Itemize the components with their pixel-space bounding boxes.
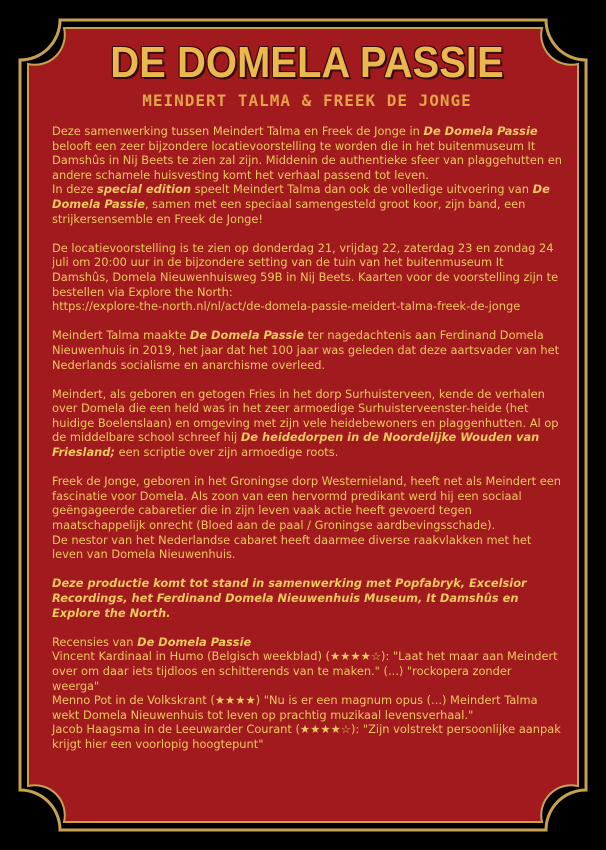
paragraph-dates (52, 241, 562, 314)
page-subtitle: MEINDERT TALMA & FREEK DE JONGE (142, 91, 472, 110)
text-span: Deze samenwerking tussen Meindert Talma en Freek de Jonge in (52, 124, 424, 138)
body-text (52, 124, 562, 752)
partners-text: Deze productie komt tot stand in samenwerking met Popfabryk, Excelsior Recordings, het Ferdinand Domela Nieuwenhuis Museum, It Damshûs en Explore the North. (52, 576, 527, 620)
text-span: Meindert Talma maakte (52, 328, 190, 343)
text-span: In deze (52, 182, 98, 197)
text-span: Meindert, als geboren en getogen Fries in het dorp Surhuisterveen, kende de verhalen over Domela die een held was in het zeer armoedige Surhuisterveenster-heide (het huidige Boelenslaan) en omgeving met zijn vele heidebewoners en plaggenhutten. Al op de middelbare school schreef hij (52, 386, 559, 445)
text-span: ter nagedachtenis aan Ferdinand Domela Nieuwenhuis in 2019, het jaar dat het 100 jaar was geleden dat deze aartsvader van het Nederlands socialisme en anarchisme overleed. (52, 328, 560, 372)
title-reference: De Domela Passie (137, 634, 252, 649)
text-span: belooft een zeer bijzondere locatievoorstelling te worden die in het buitenmuseum It Damshûs in Nij Beets te zien zal zijn. Middenin de authentieke sfeer van plaggehutten en andere schamele huisvesting komt het verhaal passend tot leven. (52, 138, 562, 182)
paragraph-reviews (52, 635, 562, 752)
text-span: De locatievoorstelling is te zien op donderdag 21, vrijdag 22, zaterdag 23 en zondag 24 juli om 20:00 uur in de bijzondere setting van de tuin van het buitenmuseum It Damshûs, Domela Nieuwenhuisweg 59B in Nij Beets. Kaarten voor de voorstelling zijn te bestellen via Explore the North: (52, 240, 559, 299)
page-title: DE DOMELA PASSIE (110, 39, 504, 87)
paragraph-origin (52, 328, 562, 372)
title-reference: De Domela Passie (52, 182, 550, 211)
text-span: speelt Meindert Talma dan ook de volledige uitvoering van (191, 182, 533, 197)
text-span: Freek de Jonge, geboren in het Groningse dorp Westernieland, heeft net als Meindert een fascinatie voor Domela. Als zoon van een hervormd predikant werd hij een sociaal geëngageerde cabaretier die in zijn leven vaak actie heeft gevoerd tegen maatschappelijk onrecht (Bloed aan de paal / Groningse aardbevingsschade). (52, 474, 561, 533)
paragraph-intro (52, 124, 562, 226)
title-reference: De Domela Passie (189, 328, 304, 343)
text-span: een scriptie over zijn armoedige roots. (114, 445, 339, 460)
text-span: , samen met een speciaal samengesteld groot koor, zijn band, een strijkersensemble en Freek de Jonge! (52, 196, 526, 226)
special-edition: special edition (97, 182, 191, 197)
reviews-heading: Recensies van (52, 634, 138, 649)
poster-content (52, 40, 562, 766)
thesis-title: De heidedorpen in de Noordelijke Wouden van Friesland; (52, 430, 540, 460)
paragraph-freek (52, 474, 562, 562)
review-humo: Vincent Kardinaal in Humo (Belgisch weekblad) (★★★★☆): "Laat het maar aan Meindert over om daar iets tijdloos en schitterends van te maken." (...) "rockopera zonder weerga" (52, 649, 558, 693)
title-reference: De Domela Passie (423, 124, 538, 138)
paragraph-meindert (52, 387, 562, 460)
ticket-link[interactable]: https://explore-the-north.nl/nl/act/de-domela-passie-meidert-talma-freek-de-jonge (52, 299, 521, 314)
paragraph-partners (52, 576, 562, 620)
text-span: De nestor van het Nederlandse cabaret heeft daarmee diverse raakvlakken met het leven van Domela Nieuwenhuis. (52, 532, 532, 562)
review-volkskrant: Menno Pot in de Volkskrant (★★★★) "Nu is er een magnum opus (...) Meindert Talma wekt Domela Nieuwenhuis tot leven op prachtig muzikaal levensverhaal." (52, 693, 538, 722)
review-leeuwarder: Jacob Haagsma in de Leeuwarder Courant (★★★★☆): "Zijn volstrekt persoonlijke aanpak krijgt hier een voorlopig hoogtepunt" (52, 722, 561, 751)
